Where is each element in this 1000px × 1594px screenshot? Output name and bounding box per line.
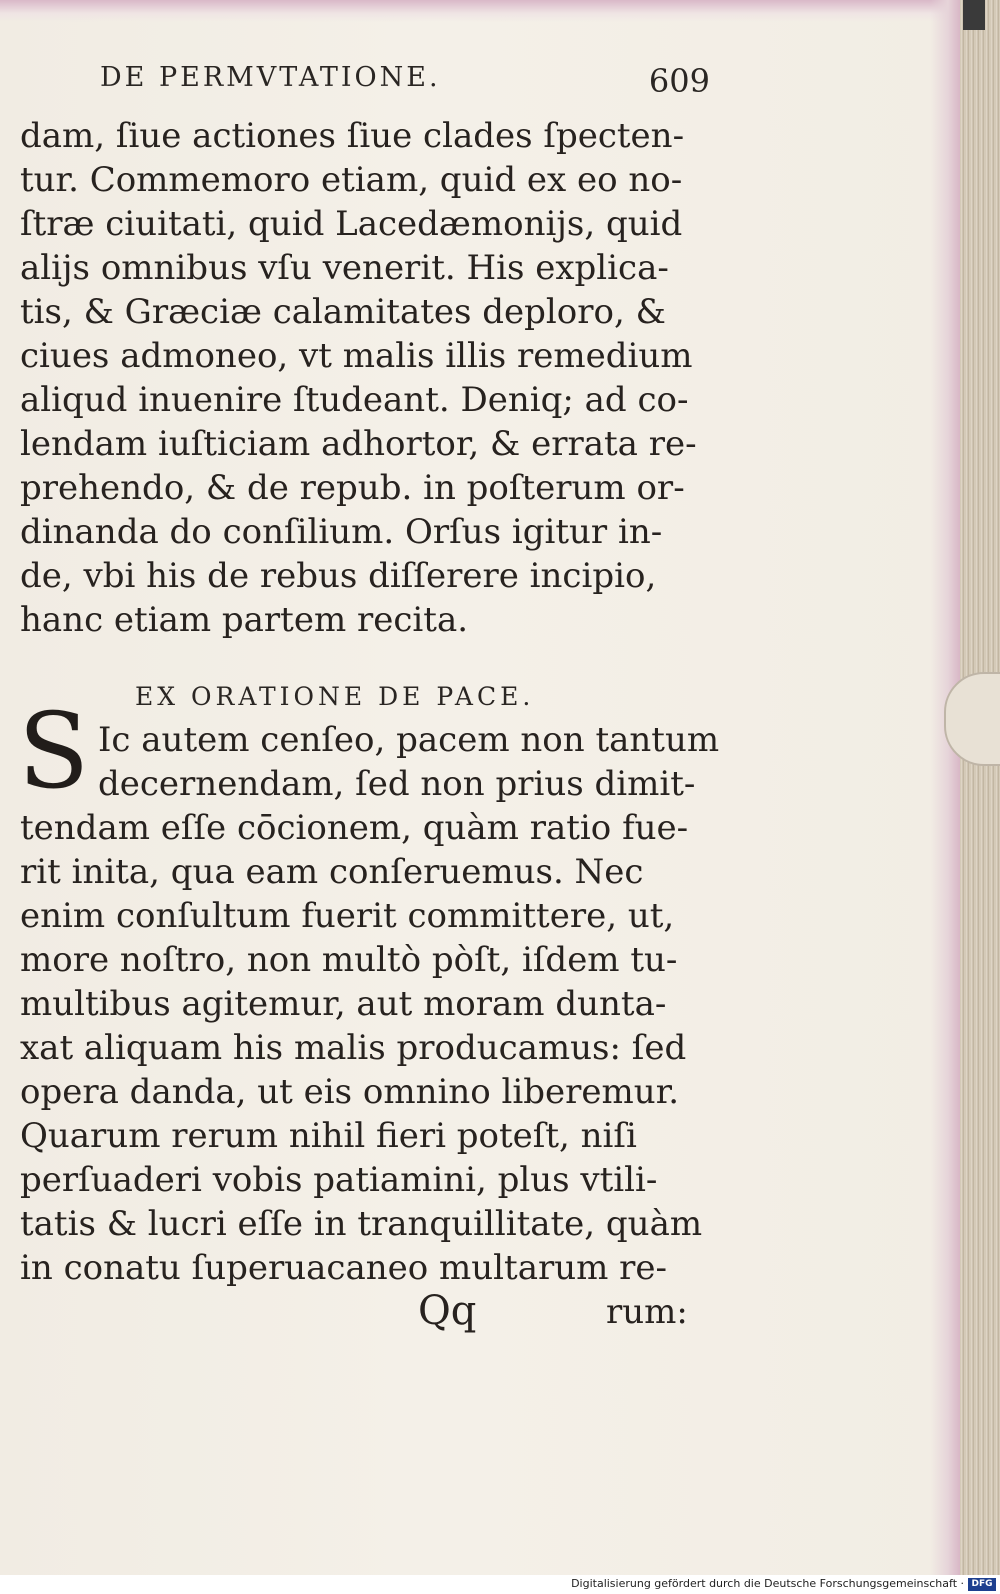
text-line: more noſtro, non multò pòſt, iſdem tu- bbox=[20, 940, 678, 980]
running-head: DE PERMVTATIONE. bbox=[100, 62, 441, 93]
text-line: dinanda do conſilium. Orſus igitur in- bbox=[20, 512, 663, 552]
text-line: tatis & lucri eſſe in tranquillitate, quàm bbox=[20, 1204, 703, 1244]
text-line: ciues admoneo, vt malis illis remedium bbox=[20, 336, 693, 376]
page-number: 609 bbox=[648, 62, 710, 100]
digitization-credit: Digitalisierung gefördert durch die Deutsche Forschungsgemeinschaft · bbox=[571, 1577, 964, 1590]
text-line: enim conſultum fuerit committere, ut, bbox=[20, 896, 675, 936]
dfg-logo-icon: DFG bbox=[968, 1578, 996, 1591]
text-line: tis, & Græciæ calamitates deploro, & bbox=[20, 292, 666, 332]
text-line: tendam eſſe cōcionem, quàm ratio fue- bbox=[20, 808, 689, 848]
text-line: in conatu ſuperuacaneo multarum re- bbox=[20, 1248, 668, 1288]
text-line: de, vbi his de rebus diſſerere incipio, bbox=[20, 556, 657, 596]
text-line: alijs omnibus vſu venerit. His explica- bbox=[20, 248, 669, 288]
text-line: Ic autem cenſeo, pacem non tantum bbox=[98, 720, 720, 760]
drop-cap-initial: S bbox=[18, 690, 90, 812]
section-heading: EX ORATIONE DE PACE. bbox=[135, 682, 535, 711]
text-line: hanc etiam partem recita. bbox=[20, 600, 469, 640]
text-line: ſtræ ciuitati, quid Lacedæmonijs, quid bbox=[20, 204, 683, 244]
page-top-edge-tint bbox=[0, 0, 960, 22]
text-line: xat aliquam his malis producamus: ſed bbox=[20, 1028, 687, 1068]
text-line: dam, ſiue actiones ſiue clades ſpecten- bbox=[20, 116, 685, 156]
text-line: opera danda, ut eis omnino liberemur. bbox=[20, 1072, 680, 1112]
signature-mark: Qq bbox=[418, 1288, 477, 1334]
text-line: lendam iuſticiam adhortor, & errata re- bbox=[20, 424, 697, 464]
text-line: tur. Commemoro etiam, quid ex eo no- bbox=[20, 160, 683, 200]
text-line: multibus agitemur, aut moram dunta- bbox=[20, 984, 667, 1024]
page-right-edge-tint bbox=[930, 0, 960, 1575]
book-fore-edge bbox=[960, 0, 1000, 1575]
text-line: Quarum rerum nihil fieri poteſt, niſi bbox=[20, 1116, 637, 1156]
page-header bbox=[100, 62, 710, 108]
text-line: perſuaderi vobis patiamini, plus vtili- bbox=[20, 1160, 658, 1200]
text-line: aliqud inuenire ſtudeant. Deniq; ad co- bbox=[20, 380, 689, 420]
text-line: decernendam, ſed non prius dimit- bbox=[98, 764, 696, 804]
text-line: rit inita, qua eam conſeruemus. Nec bbox=[20, 852, 644, 892]
text-line: prehendo, & de repub. in poſterum or- bbox=[20, 468, 685, 508]
fore-edge-shadow bbox=[963, 0, 985, 30]
catchword: rum: bbox=[606, 1292, 688, 1332]
